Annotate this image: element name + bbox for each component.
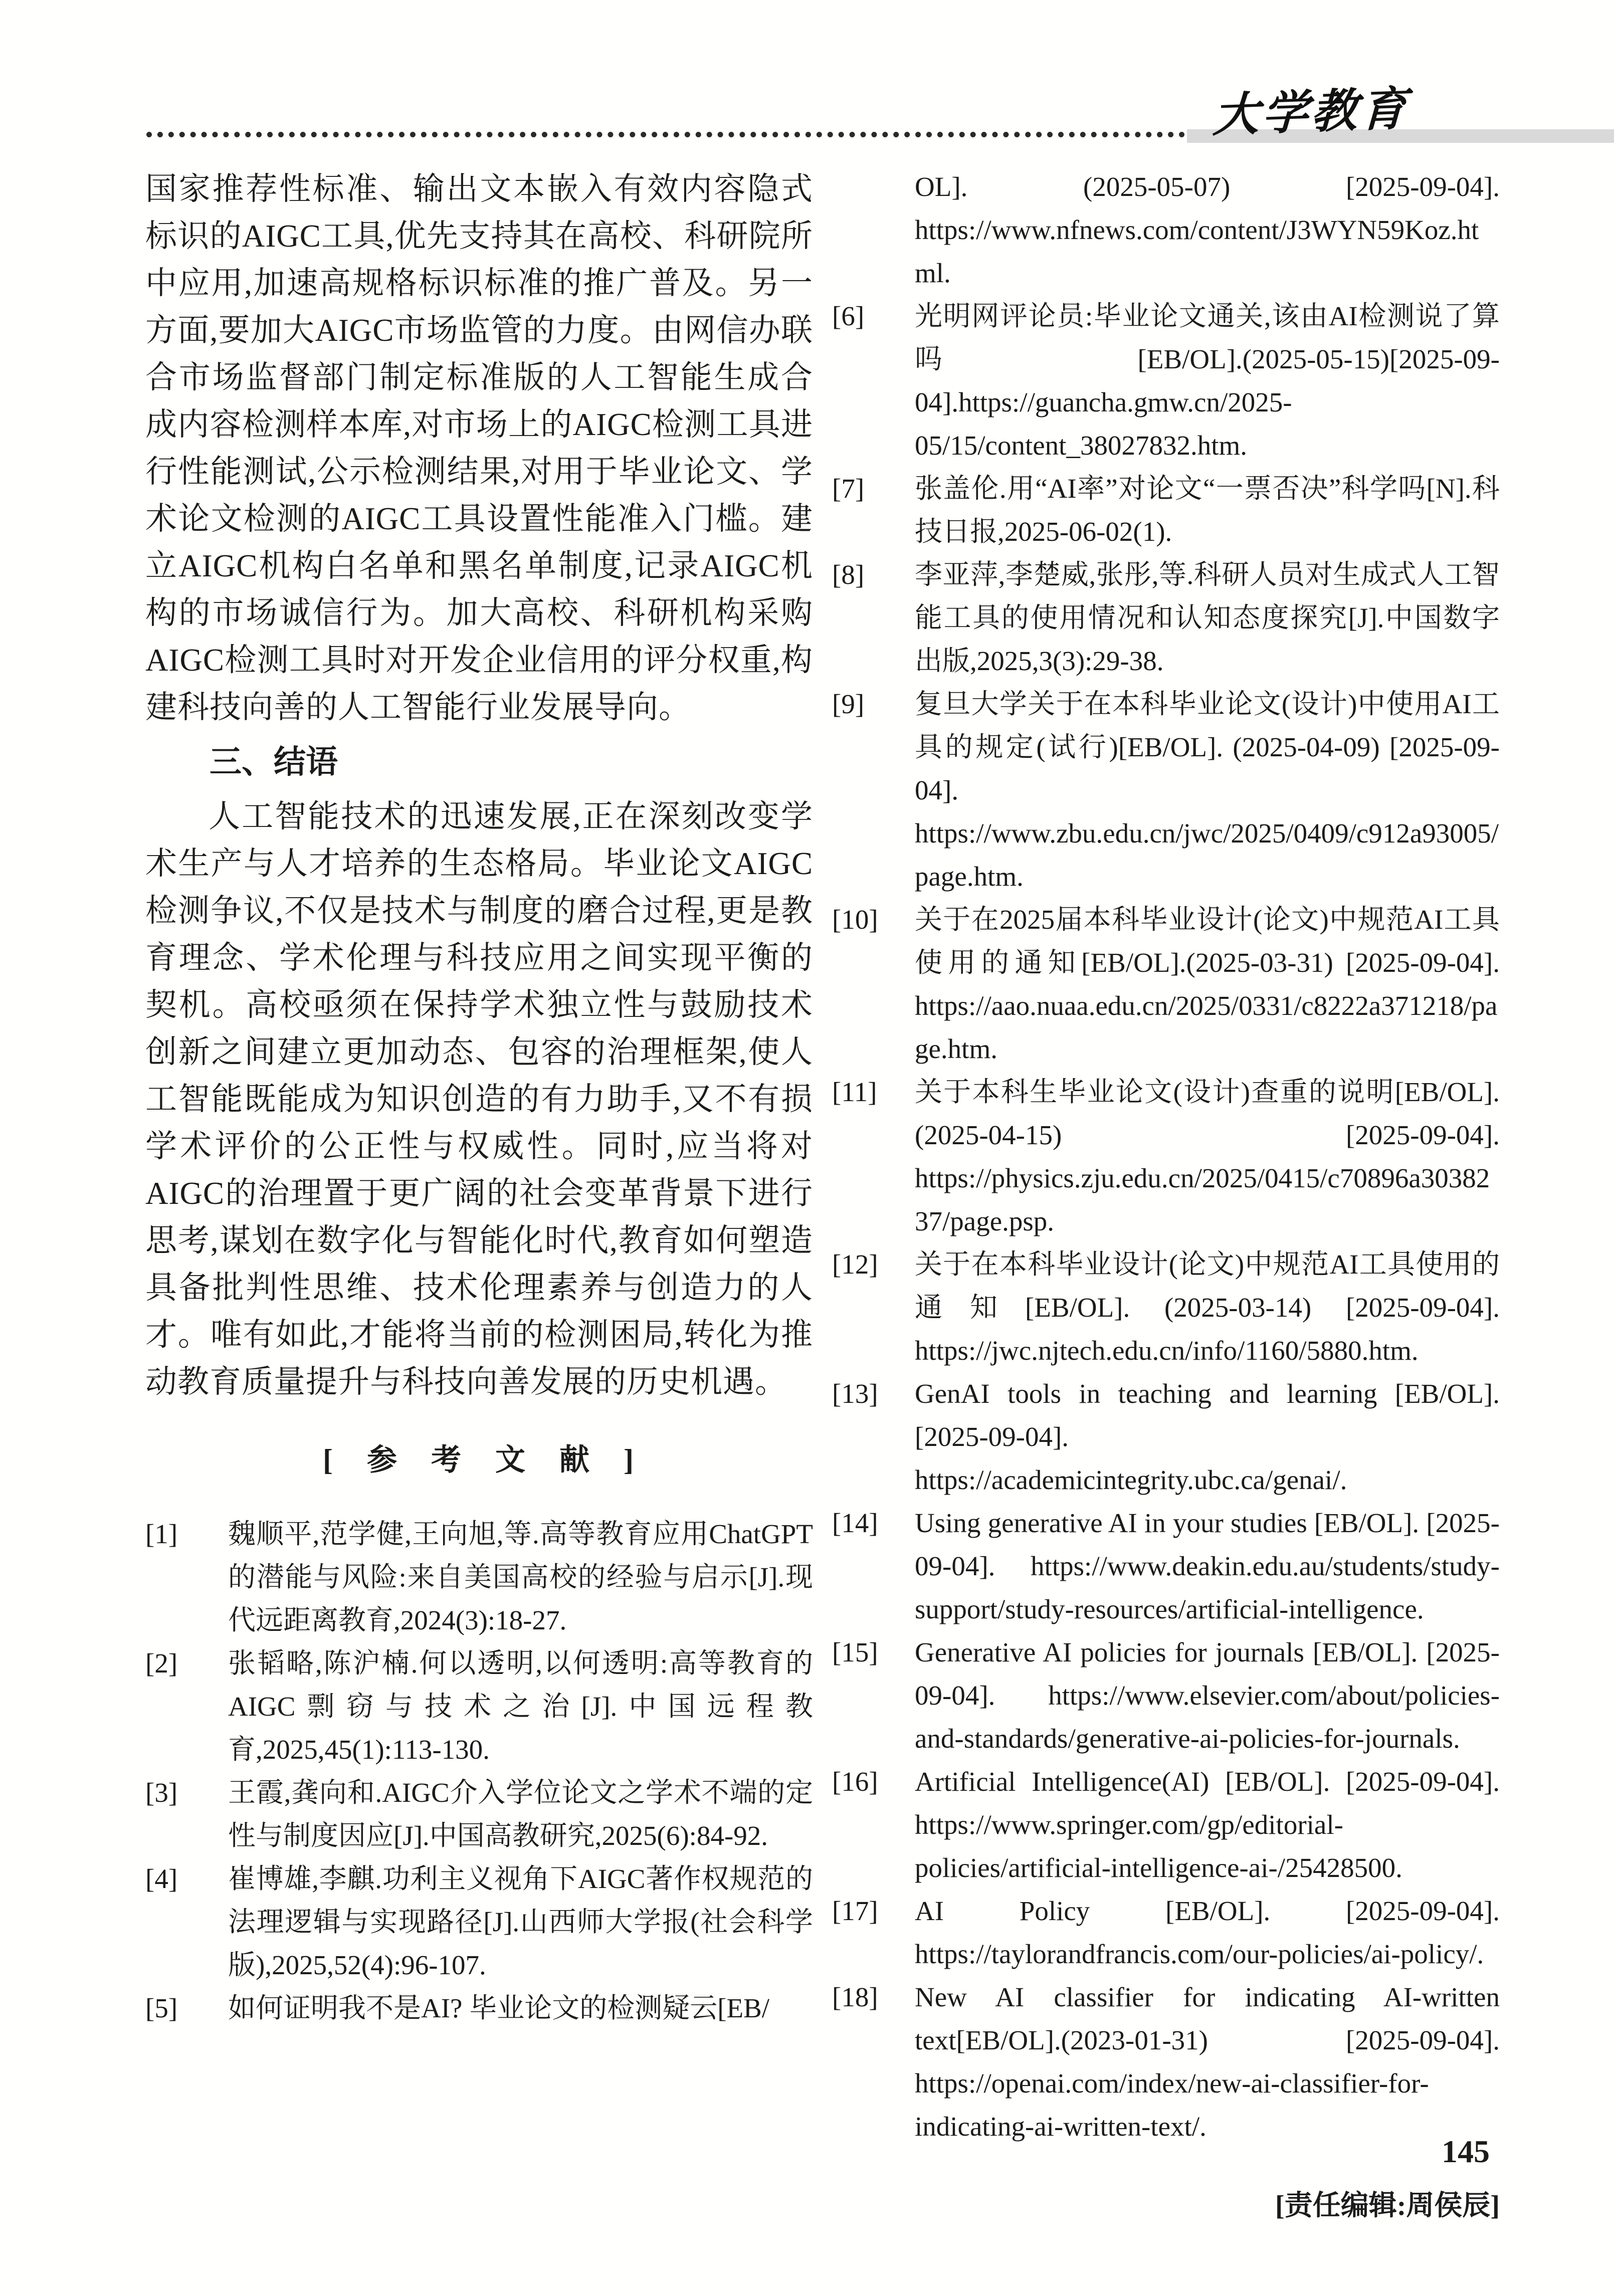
reference-number: [16] [832, 1766, 878, 1797]
reference-item [832, 553, 1500, 683]
header-dotted-rule [146, 132, 1185, 137]
reference-text: 魏顺平,范学健,王向旭,等.高等教育应用ChatGPT的潜能与风险:来自美国高校的经验与启示[J].现代远距离教育,2024(3):18-27. [228, 1519, 813, 1635]
left-column [145, 165, 813, 2030]
reference-item [832, 1243, 1500, 1372]
reference-text: 张盖伦.用“AI率”对论文“一票否决”科学吗[N].科技日报,2025-06-02(1). [915, 473, 1500, 547]
reference-item [145, 1771, 813, 1857]
reference-text: New AI classifier for indicating AI-written text[EB/OL].(2023-01-31) [2025-09-04]. https://openai.com/index/new-ai-classifier-for-indicating-ai-written-text/. [915, 1982, 1500, 2142]
conclusion-paragraph: 人工智能技术的迅速发展,正在深刻改变学术生产与人才培养的生态格局。毕业论文AIGC检测争议,不仅是技术与制度的磨合过程,更是教育理念、学术伦理与科技应用之间实现平衡的契机。高校亟须在保持学术独立性与鼓励技术创新之间建立更加动态、包容的治理框架,使人工智能既能成为知识创造的有力助手,又不有损学术评价的公正性与权威性。同时,应当将对AIGC的治理置于更广阔的社会变革背景下进行思考,谋划在数字化与智能化时代,教育如何塑造具备批判性思维、技术伦理素养与创造力的人才。唯有如此,才能将当前的检测困局,转化为推动教育质量提升与科技向善发展的历史机遇。 [145, 799, 813, 1399]
reference-item [832, 1631, 1500, 1760]
reference-text: 关于在本科毕业设计(论文)中规范AI工具使用的通知[EB/OL]. (2025-03-14) [2025-09-04]. https://jwc.njtech.edu.cn/info/1160/5880.htm. [915, 1249, 1500, 1366]
reference-number: [1] [145, 1519, 178, 1549]
responsible-editor-line: [责任编辑:周侯辰] [1275, 2190, 1500, 2221]
reference-text: Generative AI policies for journals [EB/OL]. [2025-09-04]. https://www.elsevier.com/about/policies-and-standards/generative-ai-policies-for-journals. [915, 1637, 1500, 1754]
reference-text: 关于本科生毕业论文(设计)查重的说明[EB/OL].(2025-04-15) [2025-09-04]. https://physics.zju.edu.cn/2025/0415/c70896a3038237/page.psp. [915, 1077, 1500, 1236]
reference-item [832, 1071, 1500, 1243]
reference-item [145, 1642, 813, 1771]
reference-text: 复旦大学关于在本科毕业论文(设计)中使用AI工具的规定(试行)[EB/OL]. (2025-04-09) [2025-09-04]. https://www.zbu.edu.cn/jwc/2025/0409/c912a93005/page.htm. [915, 689, 1500, 892]
reference-item [832, 1976, 1500, 2148]
reference-text: 如何证明我不是AI? 毕业论文的检测疑云[EB/ [228, 1993, 770, 2023]
reference-text: AI Policy [EB/OL]. [2025-09-04]. https://taylorandfrancis.com/our-policies/ai-policy/. [915, 1896, 1500, 1969]
journal-logo: 大学教育 [1212, 83, 1410, 141]
reference-item [832, 467, 1500, 553]
reference-item [832, 683, 1500, 898]
reference-text: Using generative AI in your studies [EB/OL]. [2025-09-04]. https://www.deakin.edu.au/students/study-support/study-resources/artificial-intelligence. [915, 1508, 1500, 1624]
reference-item [145, 1987, 813, 2030]
reference-number: [13] [832, 1378, 878, 1409]
reference-text: Artificial Intelligence(AI) [EB/OL]. [2025-09-04]. https://www.springer.com/gp/editorial-policies/artificial-intelligence-ai-/25428500. [915, 1766, 1500, 1883]
body-paragraph-continued: 国家推荐性标准、输出文本嵌入有效内容隐式标识的AIGC工具,优先支持其在高校、科研院所中应用,加速高规格标识标准的推广普及。另一方面,要加大AIGC市场监管的力度。由网信办联合市场监督部门制定标准版的人工智能生成合成内容检测样本库,对市场上的AIGC检测工具进行性能测试,公示检测结果,对用于毕业论文、学术论文检测的AIGC工具设置性能准入门槛。建立AIGC机构白名单和黑名单制度,记录AIGC机构的市场诚信行为。加大高校、科研机构采购AIGC检测工具时对开发企业信用的评分权重,构建科技向善的人工智能行业发展导向。 [145, 171, 813, 725]
reference-number: [2] [145, 1648, 178, 1679]
reference-number: [3] [145, 1777, 178, 1808]
reference-text: 崔博雄,李麒.功利主义视角下AIGC著作权规范的法理逻辑与实现路径[J].山西师大学报(社会科学版),2025,52(4):96-107. [228, 1863, 813, 1980]
reference-item [832, 1372, 1500, 1502]
references-list-right [832, 295, 1500, 2148]
reference-item [145, 1857, 813, 1987]
reference-number: [9] [832, 689, 865, 719]
reference-number: [8] [832, 559, 865, 590]
reference-number: [14] [832, 1508, 878, 1538]
reference-item [832, 898, 1500, 1071]
reference-text: 张韬略,陈沪楠.何以透明,以何透明:高等教育的AIGC剽窃与技术之治[J].中国远程教育,2025,45(1):113-130. [228, 1648, 813, 1765]
reference-number: [18] [832, 1982, 878, 2012]
reference-item [145, 1513, 813, 1642]
reference-item [832, 1760, 1500, 1890]
reference-text: 光明网评论员:毕业论文通关,该由AI检测说了算吗[EB/OL].(2025-05-15)[2025-09-04].https://guancha.gmw.cn/2025-05/15/content_38027832.htm. [915, 301, 1500, 461]
reference-text: 李亚萍,李楚威,张彤,等.科研人员对生成式人工智能工具的使用情况和认知态度探究[J].中国数字出版,2025,3(3):29-38. [915, 559, 1500, 676]
right-column [832, 165, 1500, 2227]
reference-number: [5] [145, 1993, 178, 2023]
reference-item [832, 1890, 1500, 1976]
reference-continuation: OL]. (2025-05-07) [2025-09-04]. https://www.nfnews.com/content/J3WYN59Koz.html. [915, 171, 1500, 288]
reference-number: [17] [832, 1896, 878, 1926]
reference-number: [12] [832, 1249, 878, 1280]
reference-text: 关于在2025届本科毕业设计(论文)中规范AI工具使用的通知[EB/OL].(2025-03-31) [2025-09-04]. https://aao.nuaa.edu.cn/2025/0331/c8222a371218/page.htm. [915, 904, 1500, 1064]
references-list-left [145, 1513, 813, 2030]
reference-number: [7] [832, 473, 865, 504]
reference-number: [4] [145, 1863, 178, 1894]
reference-text: GenAI tools in teaching and learning [EB/OL].[2025-09-04]. https://academicintegrity.ubc.ca/genai/. [915, 1378, 1500, 1495]
reference-number: [11] [832, 1077, 877, 1107]
reference-text: 王霞,龚向和.AIGC介入学位论文之学术不端的定性与制度因应[J].中国高教研究,2025(6):84-92. [228, 1777, 813, 1851]
reference-item [832, 1502, 1500, 1631]
references-heading: [ 参 考 文 献 ] [323, 1443, 636, 1477]
reference-number: [6] [832, 301, 865, 331]
reference-number: [10] [832, 904, 878, 935]
reference-number: [15] [832, 1637, 878, 1667]
section-heading-conclusion: 三、结语 [210, 744, 338, 780]
reference-item [832, 295, 1500, 467]
page-number: 145 [1442, 2134, 1490, 2169]
